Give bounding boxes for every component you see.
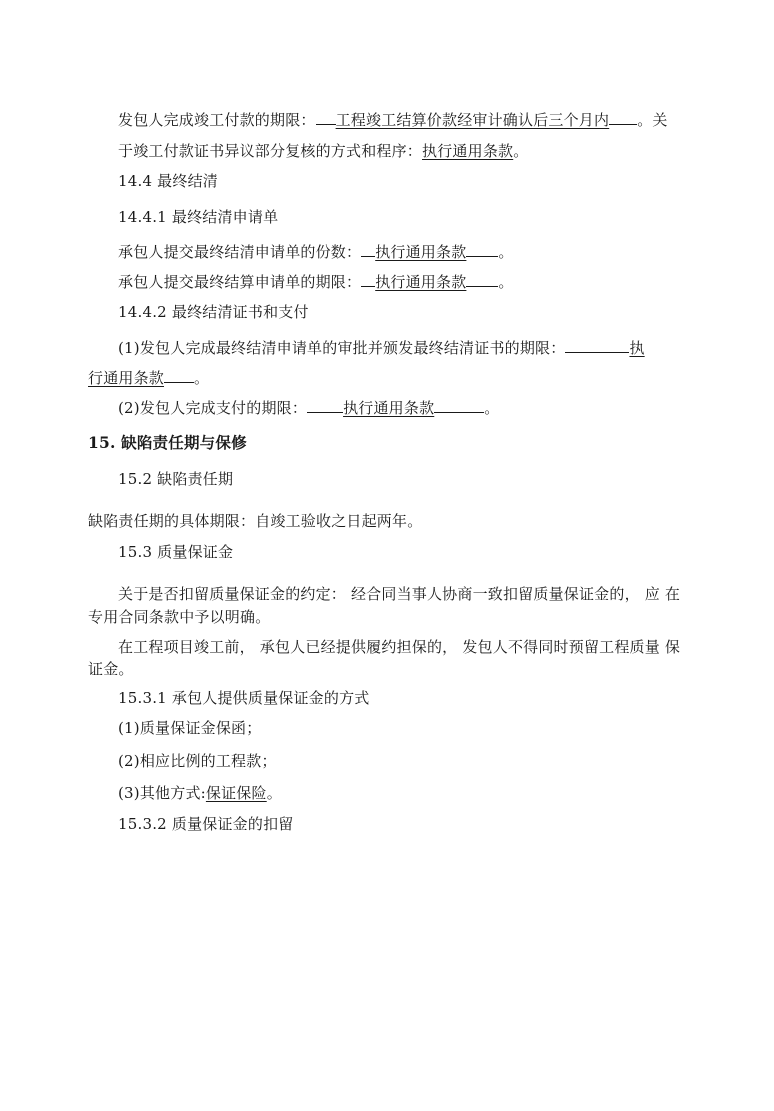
- fill-blank: [164, 366, 194, 383]
- payment-deadline-label: (2)发包人完成支付的期限：: [118, 399, 308, 417]
- sentence-end: 。关: [637, 111, 668, 129]
- final-settlement-copies-line: [118, 240, 514, 262]
- section-15-3-1-heading: 15.3.1 承包人提供质量保证金的方式: [118, 689, 370, 707]
- sentence-end: 。: [266, 784, 282, 802]
- sentence-end: 。: [498, 273, 514, 291]
- method-item-2: (2)相应比例的工程款；: [118, 752, 277, 770]
- method-item-3-value: 保证保险: [205, 784, 267, 802]
- final-settlement-deadline-line: [118, 270, 514, 292]
- sentence-end: 。: [484, 399, 500, 417]
- section-15-3-2-heading: 15.3.2 质量保证金的扣留: [118, 815, 294, 833]
- completion-payment-deadline-line: [118, 108, 668, 130]
- defect-period-text: 缺陷责任期的具体期限：自竣工验收之日起两年。: [88, 512, 423, 530]
- settlement-certificate-value-start: 执: [629, 339, 645, 357]
- completion-payment-deadline-value: 工程竣工结算价款经审计确认后三个月内: [335, 111, 610, 129]
- settlement-certificate-line: [118, 336, 645, 358]
- objection-review-line: [118, 141, 528, 161]
- retention-paragraph-line-4: 证金。: [88, 660, 134, 678]
- objection-review-value: 执行通用条款: [422, 142, 514, 160]
- fill-blank: [307, 396, 343, 413]
- fill-blank: [361, 270, 375, 287]
- payment-deadline-value: 执行通用条款: [343, 399, 435, 417]
- settlement-certificate-label: (1)发包人完成最终结清申请单的审批并颁发最终结清证书的期限：: [118, 339, 566, 357]
- payment-deadline-line: [118, 396, 499, 418]
- method-item-1: (1)质量保证金保函；: [118, 719, 262, 737]
- fill-blank: [361, 240, 375, 257]
- fill-blank: [609, 108, 637, 125]
- retention-paragraph-line-2: 专用合同条款中予以明确。: [88, 608, 271, 626]
- sentence-end: 。: [194, 369, 210, 387]
- retention-paragraph-line-3: 在工程项目竣工前， 承包人已经提供履约担保的， 发包人不得同时预留工程质量 保: [118, 638, 681, 656]
- settlement-certificate-line-continued: [88, 366, 209, 388]
- final-settlement-deadline-label: 承包人提交最终结算申请单的期限：: [118, 273, 362, 291]
- section-15-3-heading: 15.3 质量保证金: [118, 543, 234, 561]
- section-15-2-heading: 15.2 缺陷责任期: [118, 470, 234, 488]
- final-settlement-deadline-value: 执行通用条款: [375, 273, 467, 291]
- section-15-heading: 15. 缺陷责任期与保修: [88, 433, 247, 452]
- fill-blank: [466, 270, 498, 287]
- section-14-4-2-heading: 14.4.2 最终结清证书和支付: [118, 303, 309, 321]
- fill-blank: [316, 108, 336, 125]
- settlement-certificate-value-end: 行通用条款: [88, 369, 165, 387]
- section-14-4-heading: 14.4 最终结清: [118, 172, 218, 190]
- fill-blank: [434, 396, 484, 413]
- final-settlement-copies-value: 执行通用条款: [375, 243, 467, 261]
- method-item-3-label: (3)其他方式:: [118, 784, 206, 802]
- objection-review-label: 于竣工付款证书异议部分复核的方式和程序：: [118, 142, 423, 160]
- sentence-end: 。: [513, 142, 529, 160]
- section-14-4-1-heading: 14.4.1 最终结清申请单: [118, 208, 279, 226]
- sentence-end: 。: [498, 243, 514, 261]
- method-item-3: [118, 783, 282, 803]
- fill-blank: [565, 336, 629, 353]
- fill-blank: [466, 240, 498, 257]
- completion-payment-deadline-label: 发包人完成竣工付款的期限：: [118, 111, 316, 129]
- retention-paragraph-line-1: 关于是否扣留质量保证金的约定： 经合同当事人协商一致扣留质量保证金的， 应 在: [118, 585, 681, 603]
- final-settlement-copies-label: 承包人提交最终结清申请单的份数：: [118, 243, 362, 261]
